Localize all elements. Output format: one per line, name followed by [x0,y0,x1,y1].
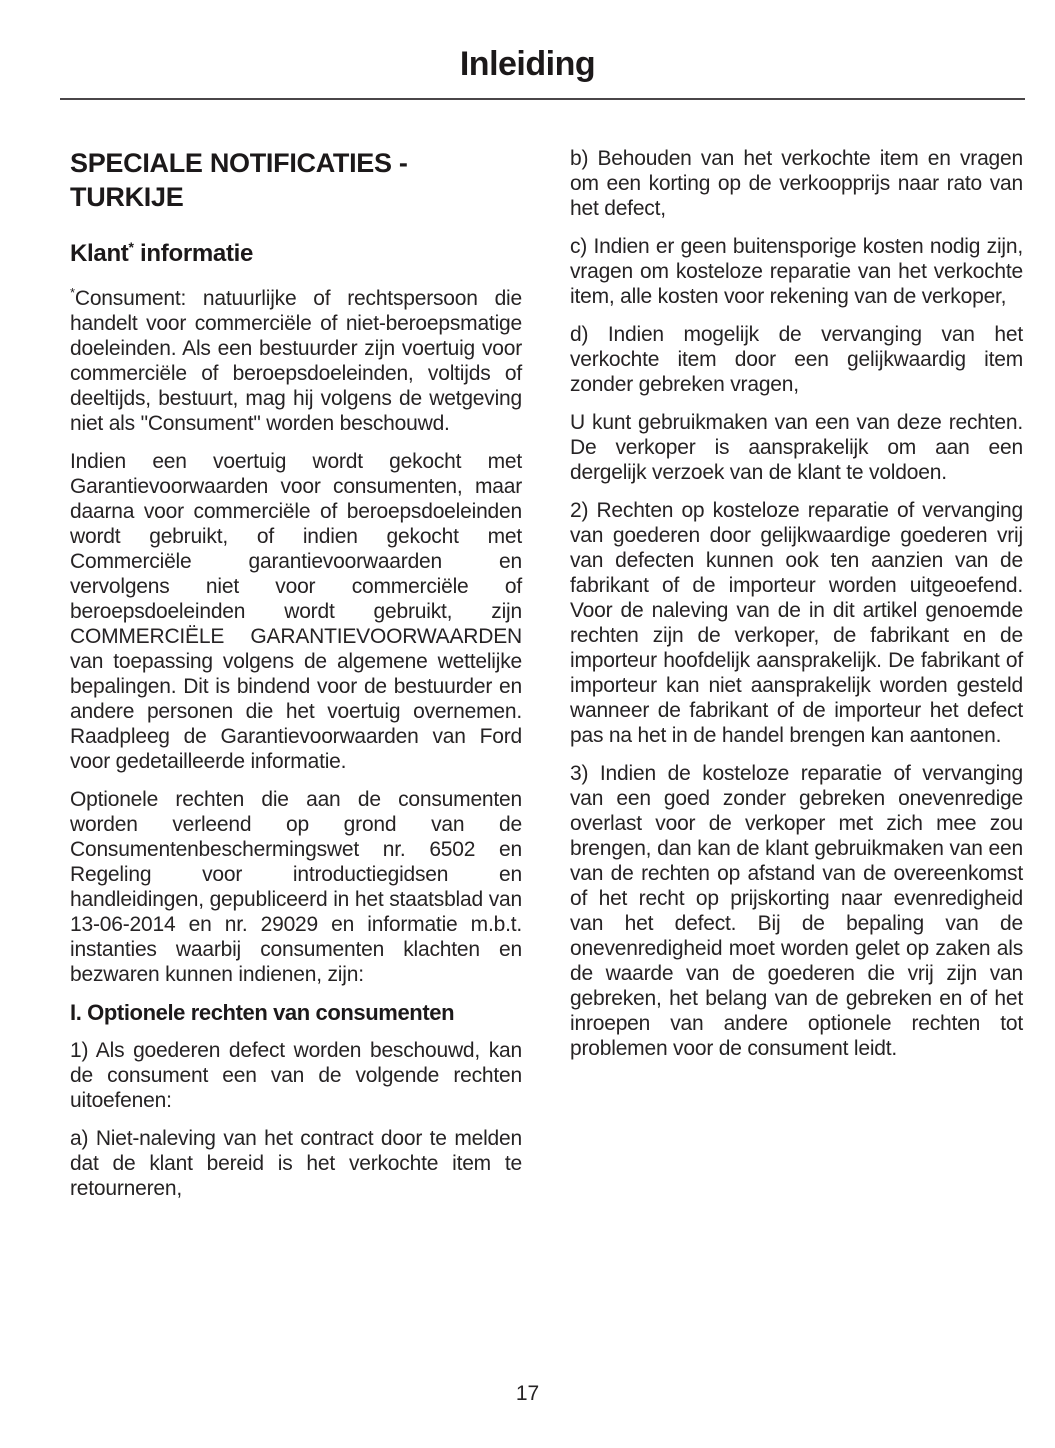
paragraph-item-1: 1) Als goederen defect worden beschouwd, kan de consument een van de volgende rechten uitoefenen: [70,1039,522,1112]
paragraph-item-2: 2) Rechten op kosteloze reparatie of vervanging van goederen door gelijkwaardige goederen vrij van defecten kunnen ook ten aanzien van de fabrikant of de importeur worden uitgeoefend. Voor de naleving van de in dit artikel genoemde rechten zijn de verkoper, de fabrikant en de importeur hoofdelijk aansprakelijk. De fabrikant of importeur kan niet aansprakelijk worden gesteld wanneer de fabrikant of de importeur het defect pas na het in de handel brengen kan aantonen. [570,499,1023,747]
klant-asterisk: * [128,239,134,255]
klant-informatie-heading-rest: informatie [133,240,254,267]
page-number: 17 [515,1382,540,1405]
left-column [70,146,522,1214]
two-column-content [70,146,1023,1214]
right-column [570,146,1023,1214]
page-title: Inleiding [459,45,596,83]
paragraph-gebruikmaken-rechten: U kunt gebruikmaken van een van deze rechten. De verkoper is aansprakelijk om aan een dergelijk verzoek van de klant te voldoen. [570,411,1023,484]
header-divider [60,98,1025,100]
paragraph-item-b: b) Behouden van het verkochte item en vragen om een korting op de verkoopprijs naar rato van het defect, [570,147,1023,220]
list-heading-optionele-rechten: I. Optionele rechten van consumenten [70,1000,455,1025]
paragraph-consument-definitie-text: Consument: natuurlijke of rechtspersoon die handelt voor commerciële of niet-beroepsmatige doeleinden. Als een bestuurder zijn voertuig voor commerciële of beroepsdoeleinden, voltijds of deeltijds, bestuurt, mag hij volgens de wetgeving niet als "Consument" worden beschouwd. [70,287,522,435]
paragraph-optionele-rechten-intro: Optionele rechten die aan de consumenten worden verleend op grond van de Consumentenbeschermingswet nr. 6502 en Regeling voor introductiegidsen en handleidingen, gepubliceerd in het staatsblad van 13-06-2014 en nr. 29029 en informatie m.b.t. instanties waarbij consumenten klachten en bezwaren kunnen indienen, zijn: [70,788,522,986]
footnote-asterisk: * [70,285,75,300]
klant-informatie-heading-base: Klant [70,240,129,267]
paragraph-consument-definitie [70,286,522,436]
paragraph-item-3: 3) Indien de kosteloze reparatie of vervanging van een goed zonder gebreken onevenredige overlast voor de verkoper met zich mee zou brengen, dan kan de klant gebruikmaken van een van de rechten op afstand van de overeenkomst of het recht op prijskorting naar evenredigheid van het defect. Bij de bepaling van de onevenredigheid moet worden gelet op zaken als de waarde van de goederen die vrij zijn van gebreken, het belang van de gebreken en of het inroepen van andere optionele rechten tot problemen voor de consument leidt. [570,762,1023,1060]
klant-informatie-heading [70,240,522,268]
paragraph-item-a: a) Niet-naleving van het contract door te melden dat de klant bereid is het verkochte item te retourneren, [70,1127,522,1200]
section-heading-speciale-notificaties: SPECIALE NOTIFICATIES - TURKIJE [70,148,408,212]
paragraph-item-c: c) Indien er geen buitensporige kosten nodig zijn, vragen om kosteloze reparatie van het verkochte item, alle kosten voor rekening van de verkoper, [570,235,1023,308]
paragraph-item-d: d) Indien mogelijk de vervanging van het verkochte item door een gelijkwaardig item zonder gebreken vragen, [570,323,1023,396]
paragraph-garantievoorwaarden: Indien een voertuig wordt gekocht met Garantievoorwaarden voor consumenten, maar daarna voor commerciële of beroepsdoeleinden wordt gebruikt, of indien gekocht met Commerciële garantievoorwaarden en vervolgens niet voor commerciële of beroepsdoeleinden wordt gebruikt, zijn COMMERCIËLE GARANTIEVOORWAARDEN van toepassing volgens de algemene wettelijke bepalingen. Dit is bindend voor de bestuurder en andere personen die het voertuig overnemen. Raadpleeg de Garantievoorwaarden van Ford voor gedetailleerde informatie. [70,450,522,773]
page-header [0,0,1055,100]
page-footer [0,1382,1055,1406]
